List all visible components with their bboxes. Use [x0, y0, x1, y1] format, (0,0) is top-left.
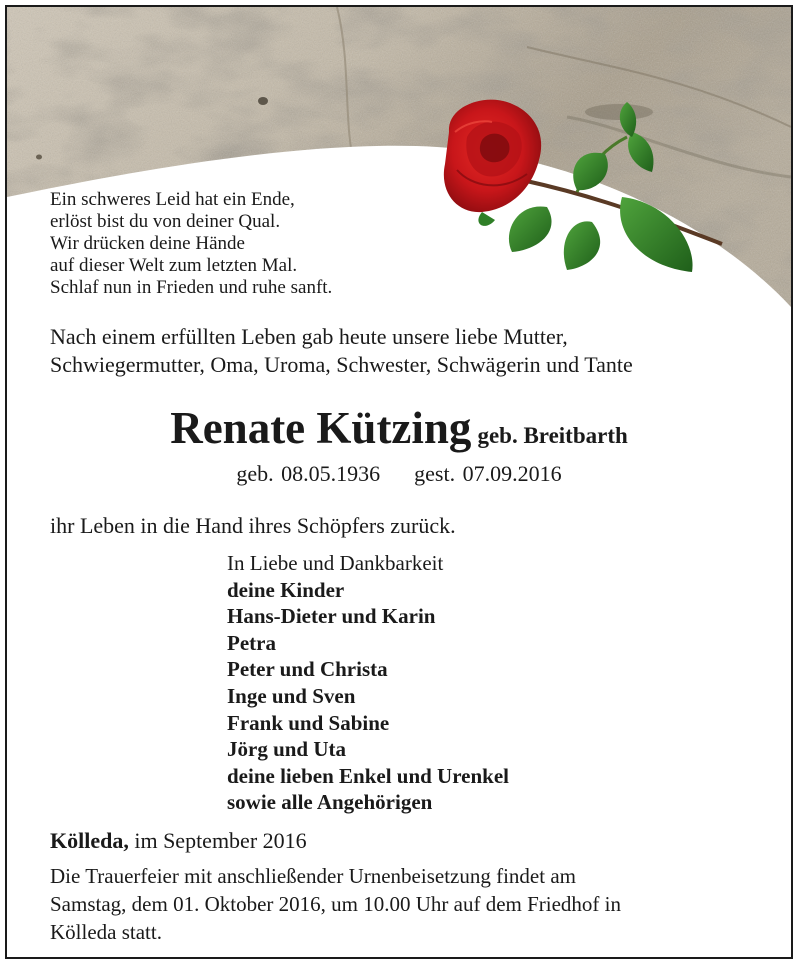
- birth-name: geb. Breitbarth: [477, 423, 628, 448]
- mourner-line: deine lieben Enkel und Urenkel: [227, 763, 510, 788]
- life-dates: [7, 460, 791, 488]
- mourner-line: Jörg und Uta: [227, 737, 347, 762]
- funeral-line: Samstag, dem 01. Oktober 2016, um 10.00 Uhr auf dem Friedhof in: [50, 892, 621, 916]
- funeral-info: [50, 862, 621, 946]
- mourner-line: deine Kinder: [227, 577, 345, 602]
- funeral-line: Die Trauerfeier mit anschließender Urnenbeisetzung findet am: [50, 864, 576, 888]
- place: Kölleda,: [50, 828, 129, 853]
- poem-line: Ein schweres Leid hat ein Ende,: [50, 189, 295, 210]
- intro-line: Nach einem erfüllten Leben gab heute unsere liebe Mutter,: [50, 324, 568, 349]
- mourner-line: Petra: [227, 630, 276, 655]
- mourners-signature: [227, 550, 509, 816]
- mourner-line: Peter und Christa: [227, 657, 388, 682]
- place-date: [50, 827, 307, 855]
- death-date: gest. 07.09.2016: [414, 461, 562, 486]
- poem-line: Wir drücken deine Hände: [50, 233, 245, 254]
- mourner-line: Inge und Sven: [227, 683, 356, 708]
- intro-line: Schwiegermutter, Oma, Uroma, Schwester, Schwägerin und Tante: [50, 352, 633, 377]
- intro-text: [50, 323, 633, 379]
- closing-sentence: ihr Leben in die Hand ihres Schöpfers zurück.: [50, 513, 456, 538]
- poem: [50, 189, 332, 299]
- signature-opening: In Liebe und Dankbarkeit: [227, 551, 444, 575]
- poem-line: Schlaf nun in Frieden und ruhe sanft.: [50, 277, 333, 298]
- date: im September 2016: [134, 828, 307, 853]
- obituary-notice: [5, 5, 793, 959]
- deceased-name: Renate Kützing: [170, 403, 472, 453]
- poem-line: erlöst bist du von deiner Qual.: [50, 211, 281, 232]
- birth-date: geb. 08.05.1936: [236, 461, 381, 486]
- red-rose-image: [427, 92, 737, 282]
- poem-line: auf dieser Welt zum letzten Mal.: [50, 255, 298, 276]
- mourner-line: sowie alle Angehörigen: [227, 790, 433, 815]
- deceased-name-line: [7, 399, 791, 465]
- mourner-line: Frank und Sabine: [227, 710, 390, 735]
- mourner-line: Hans-Dieter und Karin: [227, 604, 436, 629]
- funeral-line: Kölleda statt.: [50, 920, 162, 944]
